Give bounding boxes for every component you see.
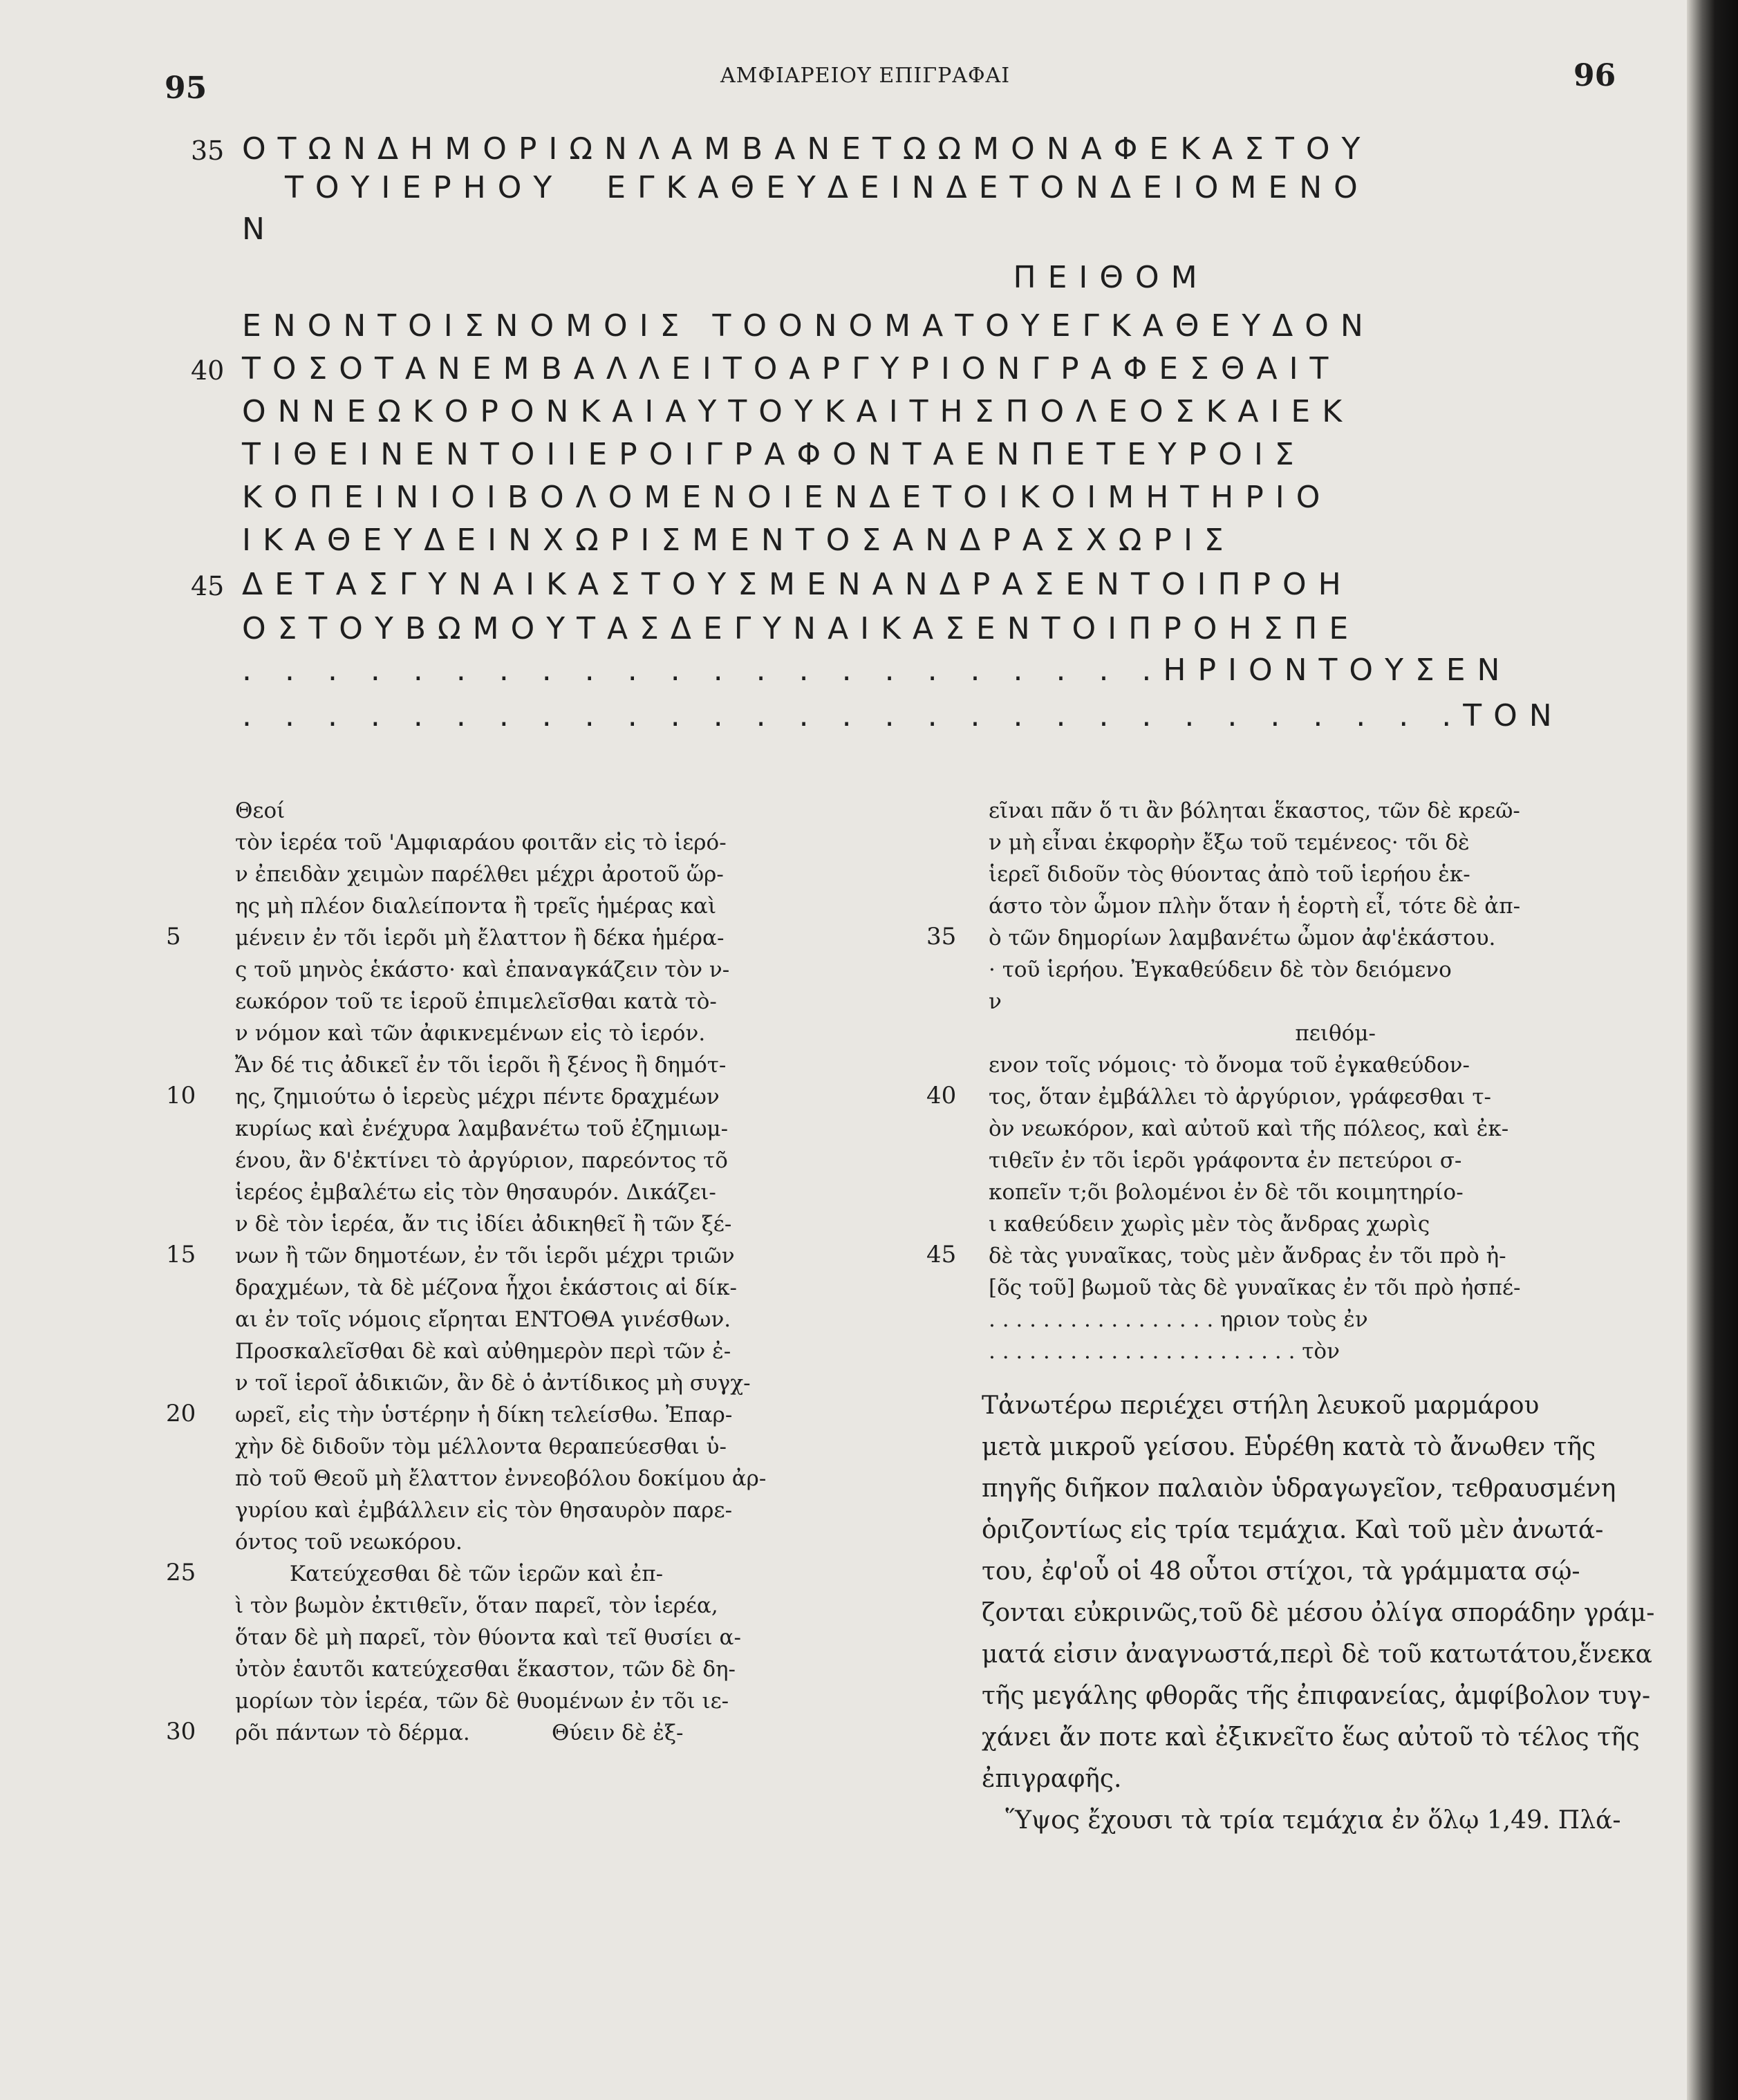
text-line [166, 1622, 857, 1653]
line-number: 40 [191, 355, 225, 386]
line-text: κοπεῖν τ;õι βολομένοι ἐν δὲ τõι κοιμητηρίο- [989, 1180, 1464, 1205]
commentary-line: πηγῆς διῆκον παλαιὸν ὑδραγωγεῖον, τεθραυσμένη [982, 1474, 1616, 1503]
line-text: όντος τοῦ νεωκόρου. [235, 1530, 462, 1555]
line-text: Ἄν δέ τις ἀδικεῖ ἐν τõι ἱερõι ἢ ξένος ἢ δημότ- [235, 1053, 727, 1078]
text-line [926, 1176, 1645, 1208]
line-text: ι καθεύδειν χωρὶς μὲν τὸς ἄνδρας χωρὶς [989, 1212, 1430, 1237]
line-text: πειθόμ- [989, 1021, 1376, 1046]
line-text: πὸ τοῦ Θεοῦ μὴ ἔλαττον ἐννεοβόλου δοκίμου ἀρ- [235, 1466, 767, 1491]
text-line [166, 1367, 857, 1399]
majuscule-line [0, 308, 1590, 347]
text-line [166, 1272, 857, 1304]
text-line [926, 1272, 1645, 1304]
text-line [166, 859, 857, 890]
transcription-right-column [926, 795, 1645, 1367]
line-text: τος, ὅταν ἐμβάλλει τὸ ἀργύριον, γράφεσθαι τ- [989, 1085, 1491, 1109]
line-text: χὴν δὲ διδοῦν τὸμ μέλλοντα θεραπεύεσθαι ὑ- [235, 1434, 727, 1459]
majuscule-line [0, 437, 1590, 476]
line-text: . . . . . . . . . . . . . . . . . ηριον τοὺς ἐν [989, 1307, 1368, 1332]
line-text: γυρίου καὶ ἐμβάλλειν εἰς τὸν θησαυρὸν παρε- [235, 1498, 733, 1523]
text-line [926, 954, 1645, 986]
line-text: ης μὴ πλέον διαλείποντα ἢ τρεῖς ἡμέρας καὶ [235, 894, 717, 919]
line-text: Προσκαλεῖσθαι δὲ καὶ αὐθημερὸν περὶ τῶν ἐ- [235, 1339, 731, 1364]
text-line [926, 1335, 1645, 1367]
majuscule-line [0, 480, 1590, 518]
commentary-line: ζονται εὐκρινῶς,τοῦ δὲ μέσου ὀλίγα σποράδην γράμ- [982, 1599, 1655, 1627]
majuscule-text: ΤΙΘΕΙΝΕΝΤΟΙΙΕΡΟΙΓΡΑΦΟΝΤΑΕΝΠΕΤΕΥΡΟΙΣ [242, 437, 1306, 472]
text-line [926, 1049, 1645, 1081]
line-number: 10 [166, 1082, 196, 1109]
majuscule-text: ΚΟΠΕΙΝΙΟΙΒΟΛΟΜΕΝΟΙΕΝΔΕΤΟΙΚΟΙΜΗΤΗΡΙΟ [242, 480, 1332, 515]
text-line [166, 795, 857, 827]
line-text: τὸν ἱερέα τοῦ 'Αμφιαράου φοιτᾶν εἰς τὸ ἱερό- [235, 830, 727, 855]
text-line [166, 1590, 857, 1622]
majuscule-text: ΟΝΝΕΩΚΟΡΟΝΚΑΙΑΥΤΟΥΚΑΙΤΗΣΠΟΛΕΟΣΚΑΙΕΚ [242, 394, 1354, 429]
majuscule-line [0, 260, 1590, 299]
line-text: ς τοῦ μηνὸς ἑκάστο· καὶ ἐπαναγκάζειν τὸν ν- [235, 957, 730, 982]
text-line [166, 1208, 857, 1240]
line-number: 20 [166, 1400, 196, 1427]
line-text: ν δὲ τὸν ἱερέα, ἄν τις ἰδίει ἀδικηθεῖ ἢ τῶν ξέ- [235, 1212, 732, 1237]
majuscule-line [0, 394, 1590, 433]
text-line [166, 890, 857, 922]
line-number: 45 [926, 1241, 957, 1268]
commentary-line: Τἀνωτέρω περιέχει στήλη λευκοῦ μαρμάρου [982, 1391, 1540, 1420]
line-text: ν μὴ εἶναι ἐκφορὴν ἔξω τοῦ τεμένεος· τõι δὲ [989, 830, 1470, 855]
text-line [166, 1081, 857, 1113]
line-text: μένειν ἐν τõι ἱερõι μὴ ἔλαττον ἢ δέκα ἡμέρα- [235, 926, 725, 950]
line-text: ὅταν δὲ μὴ παρεῖ, τὸν θύοντα καὶ τεῖ θυσίει α- [235, 1625, 741, 1650]
commentary-line: τῆς μεγάλης φθορᾶς τῆς ἐπιφανείας, ἀμφίβολον τυγ- [982, 1682, 1651, 1710]
text-line [166, 1431, 857, 1463]
line-text: τιθεῖν ἐν τõι ἱερõι γράφοντα ἐν πετεύροι σ- [989, 1148, 1462, 1173]
text-line [166, 1558, 857, 1590]
line-text: ν ἐπειδὰν χειμὼν παρέλθει μέχρι ἀροτοῦ ὥρ- [235, 862, 724, 887]
line-text: ένου, ἂν δ'ἐκτίνει τὸ ἀργύριον, παρεόντος τõ [235, 1148, 728, 1173]
text-line [166, 1335, 857, 1367]
line-number: 30 [166, 1718, 196, 1745]
line-text: ν [989, 989, 1002, 1014]
line-number: 25 [166, 1559, 196, 1586]
running-title: ΑΜΦΙΑΡΕΙΟΥ ΕΠΙΓΡΑΦΑΙ [720, 64, 1011, 88]
line-number: 45 [191, 571, 225, 601]
line-text: ν τοῖ ἱεροῖ ἀδικιῶν, ἂν δὲ ὁ ἀντίδικος μὴ συγχ- [235, 1371, 751, 1396]
text-line [926, 890, 1645, 922]
text-line [166, 1176, 857, 1208]
text-line [166, 827, 857, 859]
text-line [166, 986, 857, 1018]
line-number: 40 [926, 1082, 957, 1109]
line-text: [õς τοῦ] βωμοῦ τὰς δὲ γυναῖκας ἐν τõι πρὸ ἠσπέ- [989, 1275, 1521, 1300]
line-text: ωρεῖ, εἰς τὴν ὑστέρην ἡ δίκη τελείσθω. Ἐπαρ- [235, 1403, 733, 1427]
majuscule-line [0, 611, 1590, 650]
text-line [166, 1049, 857, 1081]
majuscule-text: ΔΕΤΑΣΓΥΝΑΙΚΑΣΤΟΥΣΜΕΝΑΝΔΡΑΣΕΝΤΟΙΠΡΟΗ [242, 567, 1353, 602]
majuscule-line [0, 351, 1590, 390]
text-line [926, 1113, 1645, 1145]
line-text: ενον τοῖς νόμοις· τὸ ὄνομα τοῦ ἐγκαθεύδον- [989, 1053, 1470, 1078]
text-line [166, 1145, 857, 1176]
text-line [926, 795, 1645, 827]
text-line [926, 986, 1645, 1018]
text-line [926, 922, 1645, 954]
majuscule-text: ΟΤΩΝΔΗΜΟΡΙΩΝΛΑΜΒΑΝΕΤΩΩΜΟΝΑΦΕΚΑΣΤΟΥ [242, 131, 1372, 167]
line-text: . . . . . . . . . . . . . . . . . . . . . . . τὸν [989, 1339, 1340, 1364]
text-line [166, 1113, 857, 1145]
text-line [926, 1240, 1645, 1272]
line-text: άστο τὸν ὦμον πλὴν ὅταν ἡ ἑορτὴ εἶ, τότε δὲ ἀπ- [989, 894, 1521, 919]
book-gutter-shadow [1687, 0, 1738, 2100]
line-text: Θεοί [235, 798, 286, 823]
majuscule-text: . . . . . . . . . . . . . . . . . . . . . .ΗΡΙΟΝΤΟΥΣΕΝ [242, 653, 1512, 688]
text-line [926, 1145, 1645, 1176]
commentary-line: Ὕψος ἔχουσι τὰ τρία τεμάχια ἐν ὅλῳ 1,49. Πλά- [982, 1806, 1621, 1835]
line-number: 35 [926, 923, 957, 950]
majuscule-text: ΟΣΤΟΥΒΩΜΟΥΤΑΣΔΕΓΥΝΑΙΚΑΣΕΝΤΟΙΠΡΟΗΣΠΕ [242, 611, 1361, 646]
text-line [166, 1717, 857, 1749]
commentary-line: χάνει ἄν ποτε καὶ ἐξικνεῖτο ἕως αὐτοῦ τὸ τέλος τῆς [982, 1723, 1640, 1752]
line-text: μορίων τὸν ἱερέα, τῶν δὲ θυομένων ἐν τõι ιε- [235, 1689, 729, 1714]
line-text: ἱερεῖ διδοῦν τὸς θύοντας ἀπὸ τοῦ ἱερήου ἑκ- [989, 862, 1470, 887]
line-text: ἱερέος ἐμβαλέτω εἰς τὸν θησαυρόν. Δικάζει- [235, 1180, 716, 1205]
majuscule-text: ΠΕΙΘΟΜ [242, 260, 1209, 295]
page-number-right: 96 [1573, 58, 1616, 93]
text-line [926, 1208, 1645, 1240]
line-text: ρõι πάντων τὸ δέρμα. Θύειν δὲ ἐξ- [235, 1721, 684, 1745]
line-text: ὸν νεωκόρον, καὶ αὐτοῦ καὶ τῆς πόλεος, καὶ ἐκ- [989, 1116, 1509, 1141]
majuscule-text: Ν [242, 212, 277, 247]
majuscule-text: ΤΟΣΟΤΑΝΕΜΒΑΛΛΕΙΤΟΑΡΓΥΡΙΟΝΓΡΑΦΕΣΘΑΙΤ [242, 351, 1340, 386]
transcription-left-column [166, 795, 857, 1749]
majuscule-line [0, 212, 1590, 250]
text-line [926, 1304, 1645, 1335]
text-line [166, 954, 857, 986]
text-line [166, 1240, 857, 1272]
commentary-line: του, ἐφ'οὗ οἱ 48 οὗτοι στίχοι, τὰ γράμματα σῴ- [982, 1557, 1580, 1586]
text-line [166, 1399, 857, 1431]
line-text: εωκόρον τοῦ τε ἱεροῦ ἐπιμελεῖσθαι κατὰ τὸ- [235, 989, 717, 1014]
commentary-line: μετὰ μικροῦ γείσου. Εὑρέθη κατὰ τὸ ἄνωθεν τῆς [982, 1433, 1596, 1461]
text-line [926, 827, 1645, 859]
text-line [926, 1018, 1645, 1049]
text-line [166, 1653, 857, 1685]
text-line [166, 1018, 857, 1049]
text-line [166, 1463, 857, 1494]
text-line [926, 1081, 1645, 1113]
line-text: ὶ τὸν βωμὸν ἐκτιθεῖν, ὅταν παρεῖ, τὸν ἱερέα, [235, 1593, 718, 1618]
majuscule-line [0, 523, 1590, 561]
line-text: εῖναι πᾶν ὅ τι ἂν βόληται ἕκαστος, τῶν δὲ κρεῶ- [989, 798, 1520, 823]
commentary-line: ματά εἰσιν ἀναγνωστά,περὶ δὲ τοῦ κατωτάτου,ἕνεκα [982, 1640, 1652, 1669]
line-text: ὸ τῶν δημορίων λαμβανέτω ὦμον ἀφ'ἑκάστου. [989, 926, 1496, 950]
majuscule-line [0, 653, 1590, 691]
line-number: 5 [166, 923, 181, 950]
majuscule-line [0, 567, 1590, 606]
line-text: αι ἐν τοῖς νόμοις εἴρηται ΕΝΤΟΘΑ γινέσθων. [235, 1307, 731, 1332]
majuscule-text: ΙΚΑΘΕΥΔΕΙΝΧΩΡΙΣΜΕΝΤΟΣΑΝΔΡΑΣΧΩΡΙΣ [242, 523, 1235, 558]
majuscule-text: ΕΝΟΝΤΟΙΣΝΟΜΟΙΣ ΤΟΟΝΟΜΑΤΟΥΕΓΚΑΘΕΥΔΟΝ [242, 308, 1375, 344]
line-text: νων ἢ τῶν δημοτέων, ἐν τõι ἱερõι μέχρι τριῶν [235, 1244, 735, 1268]
commentary-line: ὁριζοντίως εἰς τρία τεμάχια. Καὶ τοῦ μὲν ἀνωτά- [982, 1516, 1604, 1544]
majuscule-line [0, 131, 1590, 170]
line-number: 35 [191, 135, 225, 166]
text-line [166, 1494, 857, 1526]
line-text: ης, ζημιούτω ὁ ἱερεὺς μέχρι πέντε δραχμέων [235, 1085, 720, 1109]
page-number-left: 95 [165, 71, 207, 106]
majuscule-line [0, 698, 1590, 737]
commentary-line: ἐπιγραφῆς. [982, 1765, 1122, 1793]
majuscule-text: . . . . . . . . . . . . . . . . . . . . . . . . . . . . .ΤΟΝ [242, 698, 1564, 733]
line-text: · τοῦ ἱερήου. Ἐγκαθεύδειν δὲ τὸν δειόμενο [989, 957, 1452, 982]
line-text: ν νόμον καὶ τῶν ἀφικνεμένων εἰς τὸ ἱερόν. [235, 1021, 706, 1046]
majuscule-text: ΤΟΥΙΕΡΗΟΥ ΕΓΚΑΘΕΥΔΕΙΝΔΕΤΟΝΔΕΙΟΜΕΝΟ [242, 170, 1370, 205]
text-line [166, 1304, 857, 1335]
line-text: δραχμέων, τὰ δὲ μέζονα ἧχοι ἑκάστοις αἱ δίκ- [235, 1275, 737, 1300]
text-line [166, 1685, 857, 1717]
line-text: δὲ τὰς γυναῖκας, τοὺς μὲν ἄνδρας ἐν τõι πρὸ ἠ- [989, 1244, 1506, 1268]
text-line [166, 1526, 857, 1558]
text-line [926, 859, 1645, 890]
text-line [166, 922, 857, 954]
majuscule-line [0, 170, 1590, 209]
commentary-paragraph [982, 1385, 1655, 1841]
line-text: κυρίως καὶ ἐνέχυρα λαμβανέτω τοῦ ἐζημιωμ- [235, 1116, 729, 1141]
line-text: ὐτὸν ἑαυτõι κατεύχεσθαι ἕκαστον, τῶν δὲ δη- [235, 1657, 736, 1682]
line-number: 15 [166, 1241, 196, 1268]
line-text: Κατεύχεσθαι δὲ τῶν ἱερῶν καὶ ἐπ- [235, 1562, 664, 1586]
